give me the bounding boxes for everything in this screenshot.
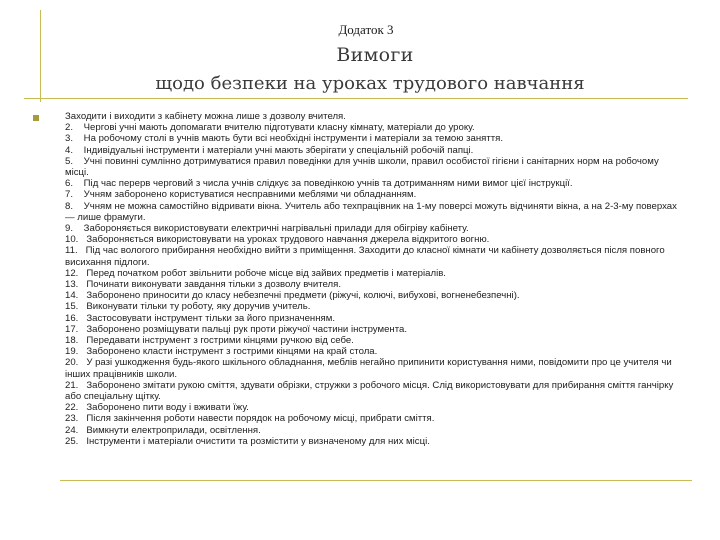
rule-item: 24. Вимкнути електроприлади, освітлення.	[65, 424, 261, 436]
rule-item: 12. Перед початком робот звільнити робоче місце від зайвих предметів і матеріалів.	[65, 267, 446, 279]
appendix-label: Додаток 3	[338, 22, 394, 37]
rule-item: 4. Індивідуальні інструменти і матеріали учні мають зберігати у спеціальній робочій папці.	[65, 144, 474, 156]
slide-title: Вимоги	[336, 44, 414, 66]
rule-item: 8. Учням не можна самостійно відривати вікна. Учитель або техпрацівник на 1-му поверсі можуть відчиняти вікна, а на 2-3-му поверхах — лише фрамуги.	[65, 200, 680, 223]
rule-item: 5. Учні повинні сумлінно дотримуватися правил поведінки для учнів школи, правил особистої гігієни і санітарних норм на робочому місці.	[65, 155, 662, 179]
safety-rules-list	[65, 111, 680, 447]
rule-item: 21. Заборонено змітати рукою сміття, здувати обрізки, стружки з робочого місця. Слід використовувати для прибирання сміття ганчірку або спеціальну щітку.	[65, 379, 677, 403]
rule-item: 16. Застосовувати інструмент тільки за його призначенням.	[65, 312, 335, 324]
rule-item: 3. На робочому столі в учнів мають бути всі необхідні інструменти і матеріали за темою заняття.	[65, 133, 503, 145]
rule-item: 23. Після закінчення роботи навести порядок на робочому місці, прибрати сміття.	[65, 413, 435, 425]
rule-item: 20. У разі ушкодження будь-якого шкільного обладнання, меблів негайно припинити користування ними, повідомити про це учителя чи інших працівників школи.	[65, 357, 675, 380]
rule-item: 17. Заборонено розміщувати пальці рук проти ріжучої частини інструмента.	[65, 323, 408, 335]
rule-item: 19. Заборонено класти інструмент з гострими кінцями на край стола.	[65, 346, 378, 358]
decorative-bottom-line	[60, 480, 692, 481]
rule-item: 7. Учням заборонено користуватися несправними меблями чи обладнанням.	[65, 189, 417, 201]
rule-item: 2. Чергові учні мають допомагати вчителю підготувати класну кімнату, матеріали до уроку.	[65, 122, 475, 134]
rule-item: Заходити і виходити з кабінету можна лише з дозволу вчителя.	[65, 111, 346, 122]
rule-item: 25. Інструменти і матеріали очистити та розмістити у визначеному для них місці.	[65, 435, 430, 447]
rule-item: 18. Передавати інструмент з гострими кінцями ручкою від себе.	[65, 335, 354, 347]
rule-item: 6. Під час перерв черговий з числа учнів слідкує за поведінкою учнів та дотриманням ними вимог цієї інструкції.	[65, 178, 573, 190]
rule-item: 15. Виконувати тільки ту роботу, яку доручив учитель.	[65, 301, 311, 313]
rule-item: 9. Забороняється використовувати електричні нагрівальні прилади для обігріву кабінету.	[65, 223, 469, 235]
rule-item: 13. Починати виконувати завдання тільки з дозволу вчителя.	[65, 279, 341, 291]
rule-item: 11. Під час вологого прибирання необхідно вийти з приміщення. Заходити до класної кімнати чи кабінету дозволяється після повного висихання підлоги.	[65, 245, 668, 268]
rule-item: 14. Заборонено приносити до класу небезпечні предмети (ріжучі, колючі, вибухові, вогненебезпечні).	[65, 290, 520, 302]
slide-subtitle: щодо безпеки на уроках трудового навчання	[155, 73, 585, 94]
rule-item: 10. Забороняється використовувати на уроках трудового навчання джерела відкритого вогню.	[65, 234, 490, 246]
decorative-horizontal-line	[24, 98, 688, 99]
rule-item: 22. Заборонено пити воду і вживати їжу.	[65, 402, 249, 414]
bullet-square-icon	[33, 115, 39, 121]
